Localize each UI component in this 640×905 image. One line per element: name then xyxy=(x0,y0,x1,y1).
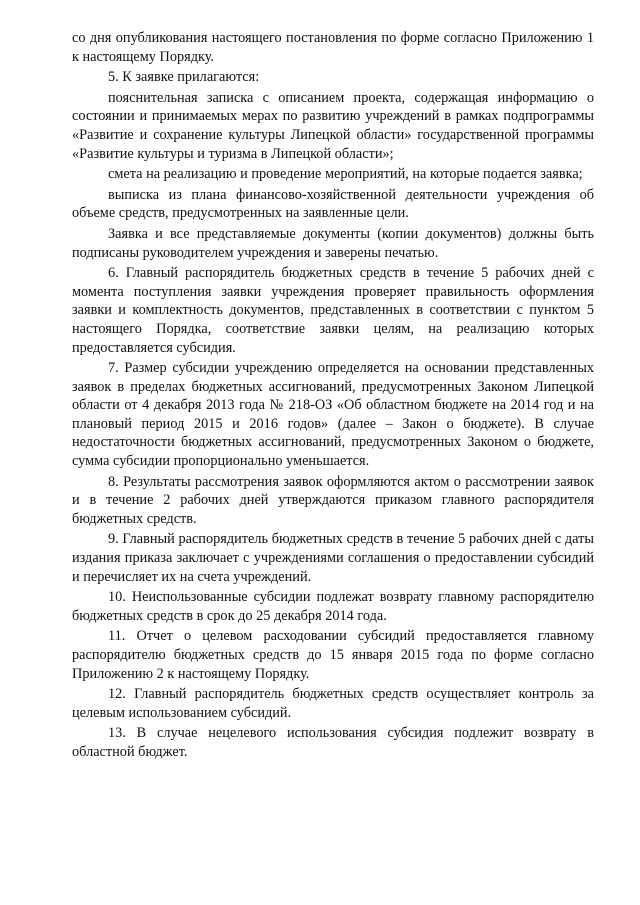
paragraph-extract: выписка из плана финансово-хозяйственной деятельности учреждения об объеме средств, предусмотренных на заявленные цели. xyxy=(72,186,594,222)
paragraph-item-6: 6. Главный распорядитель бюджетных средств в течение 5 рабочих дней с момента поступления заявки учреждения проверяет правильность оформления заявки и комплектность документов, представленных в соответствии с пунктом 5 настоящего Порядка, соответствие заявки целям, на реализацию которых предоставляется субсидия. xyxy=(72,265,594,356)
paragraph-item-13: 13. В случае нецелевого использования субсидия подлежит возврату в областной бюджет. xyxy=(72,725,594,760)
paragraph-item-8: 8. Результаты рассмотрения заявок оформляются актом о рассмотрении заявок и в течение 2 рабочих дней утверждаются приказом главного распорядителя бюджетных средств. xyxy=(72,473,594,527)
paragraph-item-12: 12. Главный распорядитель бюджетных средств осуществляет контроль за целевым использованием субсидий. xyxy=(72,686,594,721)
paragraph-item-11: 11. Отчет о целевом расходовании субсидий предоставляется главному распорядителю бюджетных средств до 15 января 2015 года по форме согласно Приложению 2 к настоящему Порядку. xyxy=(72,628,594,682)
document-body xyxy=(72,29,594,764)
paragraph-signature-requirement: Заявка и все представляемые документы (копии документов) должны быть подписаны руководителем учреждения и заверены печатью. xyxy=(72,225,594,261)
paragraph-continuation: со дня опубликования настоящего постановления по форме согласно Приложению 1 к настоящему Порядку. xyxy=(72,30,594,65)
paragraph-item-9: 9. Главный распорядитель бюджетных средств в течение 5 рабочих дней с даты издания приказа заключает с учреждениями соглашения о предоставлении субсидий и перечисляет их на счета учреждений. xyxy=(72,531,594,585)
paragraph-estimate: смета на реализацию и проведение мероприятий, на которые подается заявка; xyxy=(108,166,583,183)
paragraph-explanatory-note: пояснительная записка с описанием проекта, содержащая информацию о состоянии и принимаемых мерах по развитию учреждений в рамках подпрограммы «Развитие и сохранение культуры Липецкой области» государственной программы «Развитие культуры и туризма в Липецкой области»; xyxy=(72,89,594,162)
paragraph-item-10: 10. Неиспользованные субсидии подлежат возврату главному распорядителю бюджетных средств в срок до 25 декабря 2014 года. xyxy=(72,589,594,624)
paragraph-item-5: 5. К заявке прилагаются: xyxy=(108,69,260,86)
paragraph-item-7: 7. Размер субсидии учреждению определяется на основании представленных заявок в пределах бюджетных ассигнований, предусмотренных Законом Липецкой области от 4 декабря 2013 года № 218-ОЗ «Об областном бюджете на 2014 год и на плановый период 2015 и 2016 годов» (далее – Закон о бюджете). В случае недостаточности бюджетных ассигнований, предусмотренных Законом о бюджете, сумма субсидии пропорционально уменьшается. xyxy=(72,360,594,470)
